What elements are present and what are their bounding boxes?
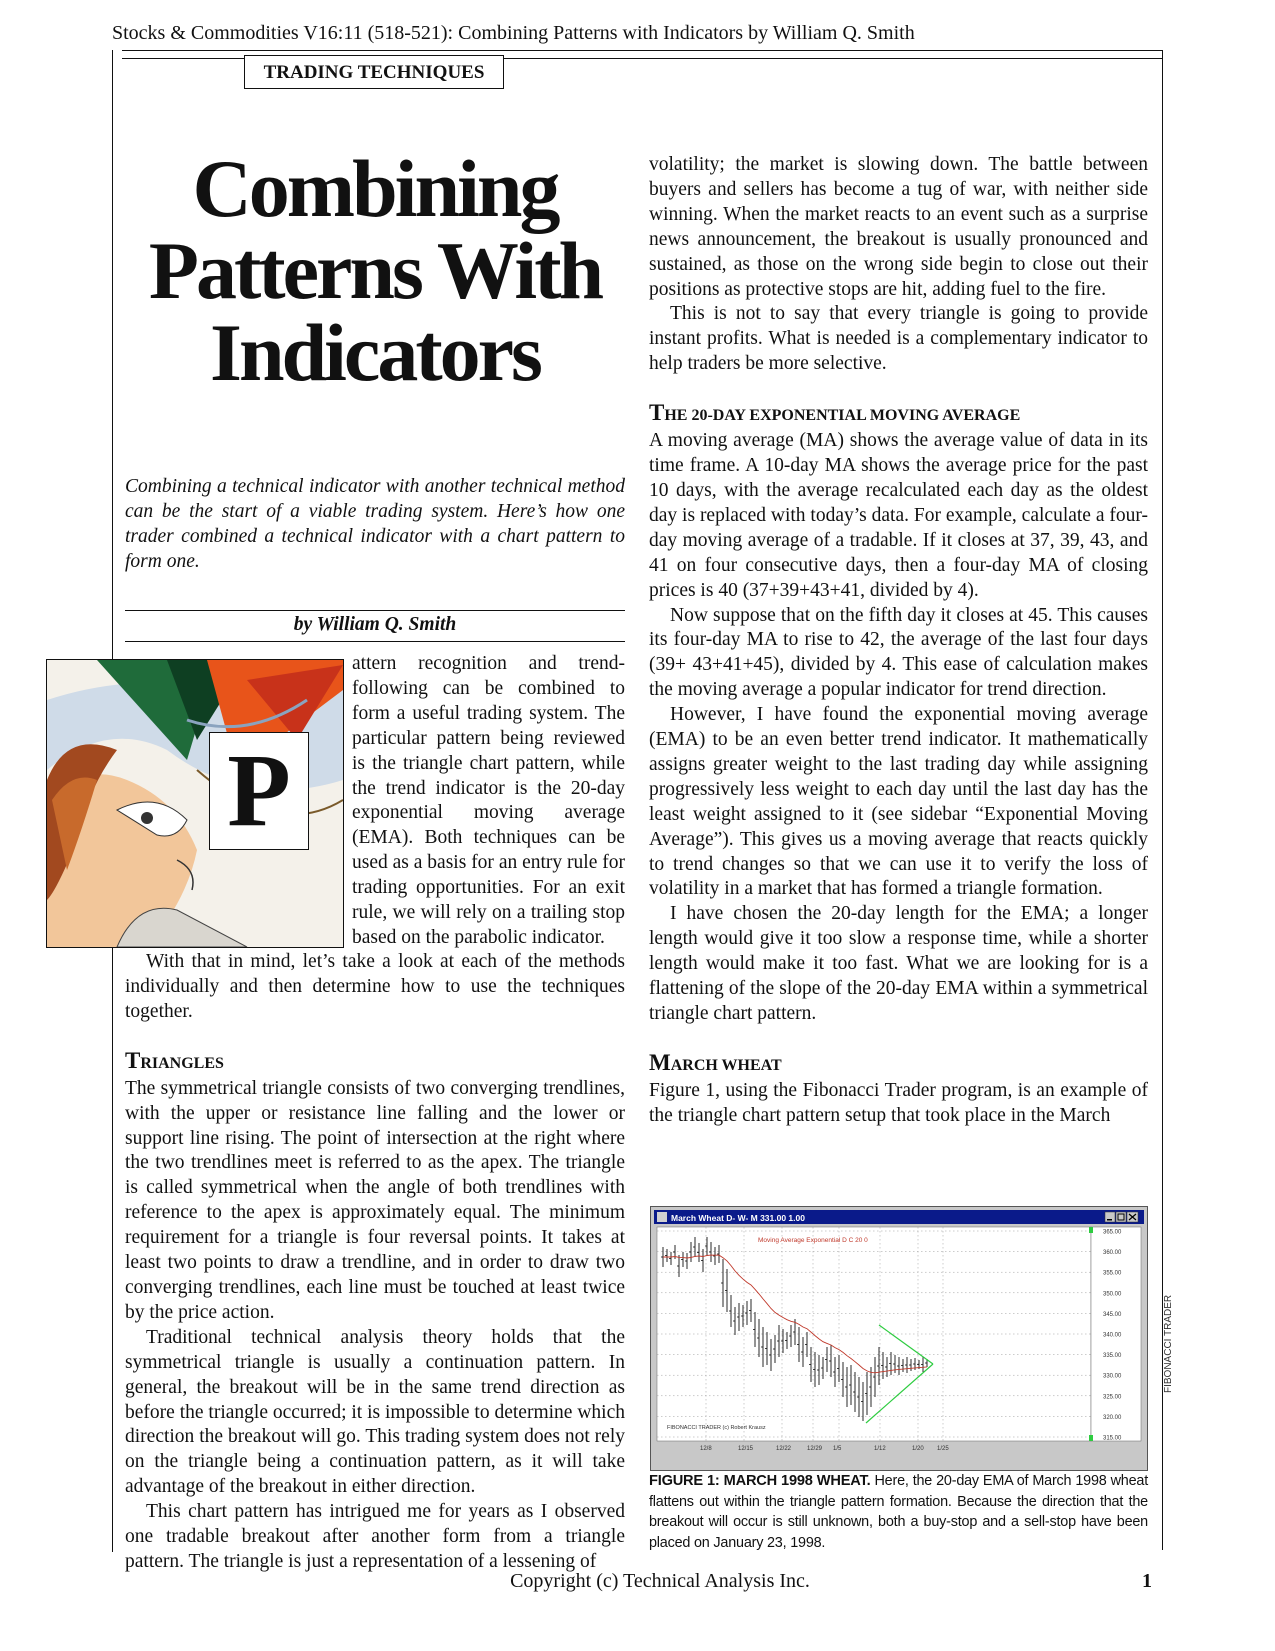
- drop-cap: P: [209, 732, 309, 850]
- y-tick-label: 320.00: [1103, 1414, 1122, 1421]
- x-tick-label: 1/12: [874, 1446, 886, 1452]
- article-title: [125, 143, 625, 398]
- byline-rule: [125, 641, 625, 642]
- paragraph: With that in mind, let’s take a look at each of the methods individually and then determine how to use the techniques together.: [125, 951, 625, 1022]
- subhead-rest: HE 20-DAY EXPONENTIAL MOVING AVERAGE: [664, 407, 1021, 425]
- caption-text: Here, the 20-day EMA of March 1998 wheat flattens out within the triangle pattern formation. Because the direction that the breakout will occur is still unknown, both a buy-stop and a sell-stop have been placed on January 23, 1998.: [649, 1473, 1148, 1551]
- top-rule: [122, 50, 1162, 51]
- byline-rule: [125, 610, 625, 611]
- caption-label: FIGURE 1: MARCH 1998 WHEAT.: [649, 1473, 871, 1489]
- footer-copyright: Copyright (c) Technical Analysis Inc.: [510, 1570, 810, 1592]
- subhead-ema: [649, 400, 1148, 429]
- window-title: March Wheat D- W- M 331.00 1.00: [671, 1213, 805, 1223]
- scroll-handle-bottom[interactable]: [1089, 1435, 1093, 1441]
- right-column: [649, 153, 1148, 1129]
- figure-credit: FIBONACCI TRADER: [1163, 1294, 1174, 1393]
- subhead-rest: RIANGLES: [140, 1054, 224, 1072]
- paragraph: Now suppose that on the fifth day it closes at 45. This causes its four-day MA to rise to 42, the average of the last four days (39+ 43+41+45), divided by 4. This ease of calculation makes the moving average a popular indicator for trend direction.: [649, 604, 1148, 701]
- y-tick-label: 325.00: [1103, 1394, 1122, 1401]
- x-tick-label: 12/29: [807, 1446, 823, 1452]
- article-deck: Combining a technical indicator with another technical method can be the start of a viable trading system. Here’s how one trader combined a technical indicator with a chart pattern to form one.: [125, 476, 625, 572]
- y-tick-label: 330.00: [1103, 1373, 1122, 1380]
- paragraph: This chart pattern has intrigued me for years as I observed one tradable breakout after another form from a triangle pattern. The triangle is just a representation of a lessening of: [125, 1501, 625, 1572]
- y-tick-label: 355.00: [1103, 1270, 1122, 1277]
- title-line: Combining: [192, 143, 558, 234]
- x-tick-label: 12/8: [700, 1446, 712, 1452]
- running-head: Stocks & Commodities V16:11 (518-521): Combining Patterns with Indicators by William Q. Smith: [112, 22, 915, 44]
- left-column: [125, 950, 625, 1575]
- y-tick-label: 345.00: [1103, 1311, 1122, 1318]
- paragraph: However, I have found the exponential moving average (EMA) to be an even better trend indicator. It mathematically assigns greater weight to the last trading day while assigning progressively less weight to each day until the last day has the least weight assigned to it (see sidebar “Exponential Moving Average”). This gives us a moving average that reacts quickly to trend changes so that we can use it to verify the loss of volatility in a market that has formed a triangle formation.: [649, 704, 1148, 900]
- paragraph: Traditional technical analysis theory holds that the symmetrical triangle is usually a continuation pattern. In general, the breakout will be in the same trend direction as before the triangle occurred; it is impossible to determine which direction the breakout will go. This trading system does not rely on the triangle being a continuation pattern, as it will take advantage of the breakout in either direction.: [125, 1326, 625, 1498]
- intro-paragraph: attern recognition and trend-following can be combined to form a useful trading system. The particular pattern being reviewed is the triangle chart pattern, while the trend indicator is the 20-day exponential moving average (EMA). Both techniques can be used as a basis for an entry rule for trading opportunities. For an exit rule, we will rely on a trailing stop based on the parabolic indicator.: [352, 653, 625, 948]
- subhead-triangles: [125, 1048, 625, 1077]
- subhead-rest: ARCH WHEAT: [670, 1056, 782, 1074]
- y-tick-label: 340.00: [1103, 1332, 1122, 1339]
- maximize-button[interactable]: [1116, 1212, 1126, 1222]
- x-tick-label: 12/15: [738, 1446, 754, 1452]
- paragraph: A moving average (MA) shows the average value of data in its time frame. A 10-day MA shows the average price for the past 10 days, with the average recalculated each day as the oldest day is replaced with today’s data. For example, calculate a four-day moving average of a tradable. If it closes at 37, 39, 43, and 41 on four consecutive days, then a four-day MA of closing prices is 40 (37+39+43+41, divided by 4).: [649, 430, 1148, 601]
- byline: by William Q. Smith: [293, 614, 457, 635]
- paragraph: I have chosen the 20-day length for the EMA; a longer length would give it too slow a response time, while a shorter length would make it too fast. What we are looking for is a flattening of the slope of the 20-day EMA within a symmetrical triangle chart pattern.: [649, 903, 1148, 1024]
- subhead-march-wheat: [649, 1050, 1148, 1079]
- figure-caption: [649, 1471, 1148, 1553]
- paragraph: volatility; the market is slowing down. The battle between buyers and sellers has become a tug of war, with neither side winning. When the market reacts to an event such as a surprise news announcement, the breakout is usually pronounced and sustained, as those on the wrong side begin to close out their positions as protective stops are hit, adding fuel to the fire.: [649, 154, 1148, 300]
- title-line: Patterns With: [148, 225, 602, 316]
- x-tick-label: 1/5: [833, 1446, 842, 1452]
- indicator-label: Moving Average Exponential D C 20 0: [758, 1237, 868, 1244]
- scroll-handle-top[interactable]: [1089, 1227, 1093, 1233]
- paragraph: This is not to say that every triangle is going to provide instant profits. What is needed is a complementary indicator to help traders be more selective.: [649, 303, 1148, 375]
- app-icon: [657, 1212, 667, 1222]
- title-line: Indicators: [210, 307, 540, 398]
- subhead-initial: T: [125, 1047, 141, 1073]
- figure-chart-window: [650, 1206, 1148, 1471]
- subhead-initial: M: [649, 1049, 671, 1075]
- y-tick-label: 335.00: [1103, 1353, 1122, 1360]
- x-tick-label: 1/20: [912, 1446, 924, 1452]
- minimize-button[interactable]: [1105, 1212, 1115, 1222]
- subhead-initial: T: [649, 400, 665, 426]
- paragraph: The symmetrical triangle consists of two converging trendlines, with the upper or resistance line falling and the lower or support line rising. The point of intersection at the right where the two trendlines meet is referred to as the apex. The triangle is called symmetrical when the angle of both trendlines with reference to the apex is approximately equal. The minimum requirement for a triangle is four reversal points. It takes at least two points to draw a trendline, and in order to draw two converging trendlines, each line must be touched at least twice by the price action.: [125, 1077, 625, 1323]
- y-tick-label: 365.00: [1103, 1229, 1122, 1236]
- x-tick-label: 1/25: [937, 1446, 949, 1452]
- x-tick-label: 12/22: [776, 1446, 792, 1452]
- y-tick-label: 315.00: [1103, 1435, 1122, 1442]
- y-tick-label: 350.00: [1103, 1291, 1122, 1298]
- page-number: 1: [1142, 1570, 1152, 1592]
- paragraph: Figure 1, using the Fibonacci Trader program, is an example of the triangle chart pattern setup that took place in the March: [649, 1079, 1148, 1126]
- y-tick-label: 360.00: [1103, 1250, 1122, 1257]
- close-button[interactable]: [1127, 1212, 1138, 1222]
- section-tag: TRADING TECHNIQUES: [244, 55, 504, 89]
- chart-watermark: FIBONACCI TRADER (c) Robert Krausz: [667, 1425, 766, 1431]
